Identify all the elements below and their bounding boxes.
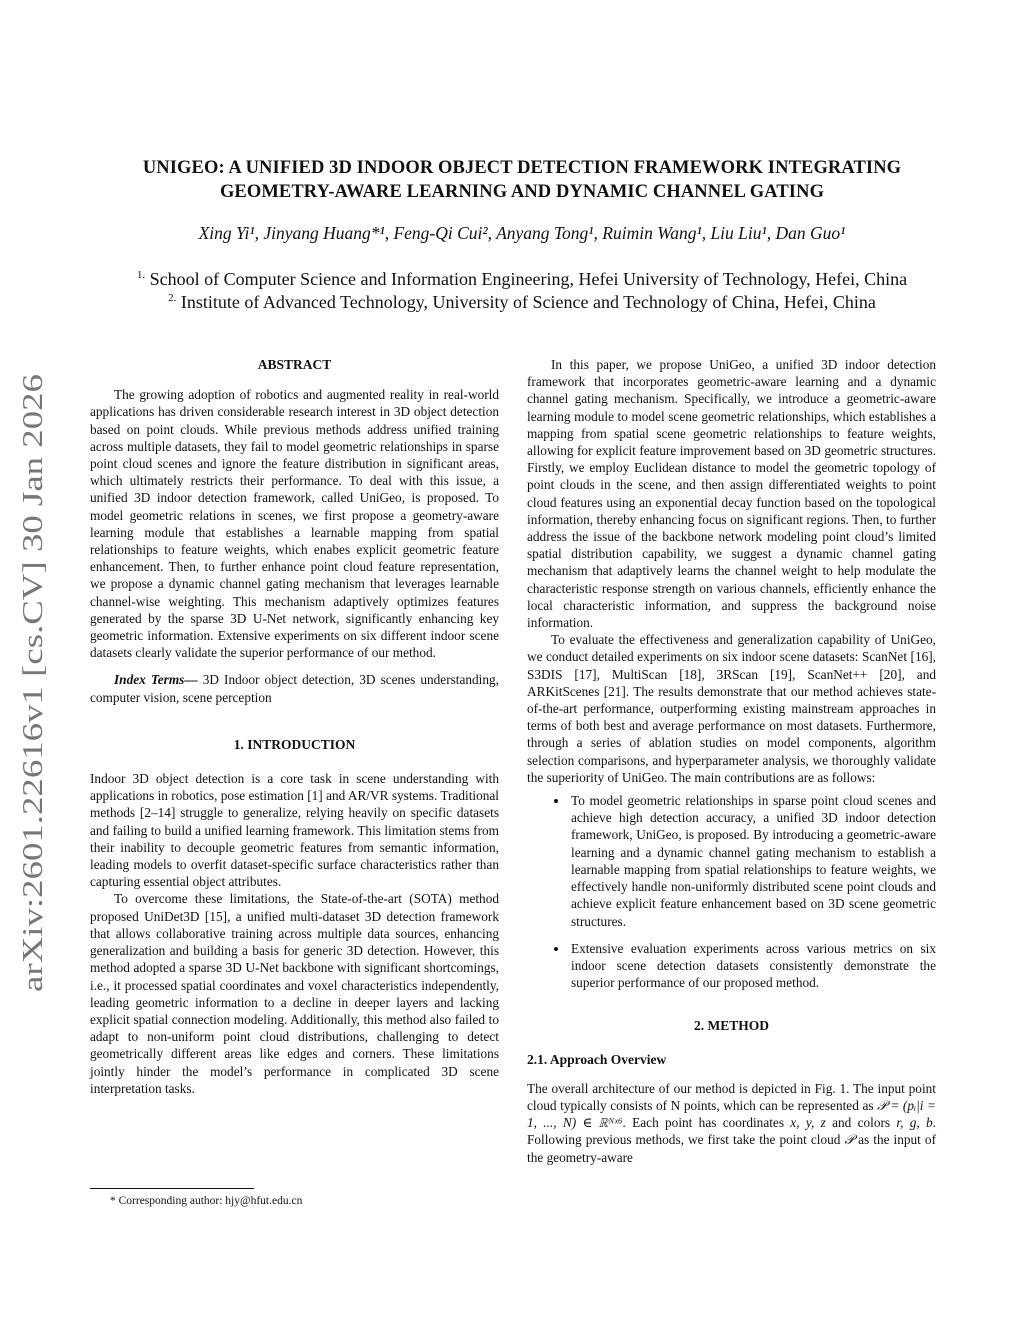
title-line-2: GEOMETRY-AWARE LEARNING AND DYNAMIC CHANNEL GATING [219,182,825,202]
contribution-item-1: • To model geometric relationships in sparse point cloud scenes and achieve high detection accuracy, a unified 3D indoor detection framework, UniGeo, is proposed. By introducing a geometric-aware learning and a dynamic channel gating mechanism to establish a learnable mapping from spatial relationships to feature weights, we effectively handle non-uniformly distributed scene point clouds and achieve explicit feature enhancement based on 3D scene geometric structures. [569,792,936,930]
intro-paragraph-2: To overcome these limitations, the State-of-the-art (SOTA) method proposed UniDet3D [15], a unified multi-dataset 3D detection framework that allows collaborative training across multiple data sources, enhancing generalization and building a basis for generic 3D detection. However, this method adopted a sparse 3D U-Net backbone with significant shortcomings, i.e., it processed spatial coordinates and voxel characteristics independently, leading geometric information to a decline in deeper layers and lacking explicit spatial connection modeling. Additionally, this method also failed to adapt to non-uniform point cloud distributions, challenging to detect geometrically different areas like edges and corners. These limitations jointly hinder the model’s performance in complicated 3D scene interpretation tasks. [90,891,499,1096]
contribution-item-2: • Extensive evaluation experiments across various metrics on six indoor scene detection datasets consistently demonstrate the superior performance of our proposed method. [569,940,936,992]
affiliation-1 [60,268,984,290]
method-heading: 2. METHOD [693,1018,769,1034]
method-p1-d: . Following previous methods, we first take the point cloud [527,1115,936,1148]
point-cloud-equation: 𝒫 = (pᵢ|i = 1, ..., N) ∈ ℝᴺˣ⁶ [527,1097,936,1131]
intro-paragraph-3: In this paper, we propose UniGeo, a unified 3D indoor detection framework that incorporates geometric-aware learning and a dynamic channel gating mechanism. Specifically, we introduce a geometric-aware learning module to model scene geometric relationships, which establishes a mapping from spatial scene geometric relationships to feature weights, allowing for explicit feature improvement based on 3D geometric structures. Firstly, we employ Euclidean distance to model the geometric topology of point clouds in the scene, and then assign differentiated weights to point cloud features using an exponential decay function based on the topological information, thereby enhancing focus on significant regions. Then, to further address the issue of the backbone network modeling point cloud’s limited spatial distribution capability, we suggest a dynamic channel gating mechanism that adaptively learns the channel weight to help modulate the characteristic response strength on various channels, efficiently enhance the local characteristic information, and suppress the background noise information. [527,357,936,631]
index-terms [90,671,499,705]
arxiv-identifier-text: arXiv:2601.22616v1 [cs.CV] 30 Jan 2026 [17,505,49,992]
footnote: * Corresponding author: hjy@hfut.edu.cn [110,1195,303,1207]
color-symbols: r, g, b [896,1115,933,1131]
intro-paragraph-4: To evaluate the effectiveness and generalization capability of UniGeo, we conduct detailed experiments on six indoor scene datasets: ScanNet [16], S3DIS [17], MultiScan [18], 3RScan [19], ScanNet++ [20], and ARKitScenes [21]. The results demonstrate that our method achieves state-of-the-art performance, outperforming existing mainstream approaches in terms of both best and average performance on most datasets. Furthermore, through a series of ablation studies on model components, algorithm selection comparisons, and hyperparameter analysis, we thoroughly validate the superiority of UniGeo. The main contributions are as follows: [527,632,936,785]
contribution-list [527,792,936,991]
index-terms-text: 3D Indoor object detection, 3D scenes understanding, computer vision, scene perception [90,672,500,705]
approach-overview-heading: 2.1. Approach Overview [527,1051,667,1067]
author-list: Xing Yi¹, Jinyang Huang*¹, Feng-Qi Cui², Anyang Tong¹, Ruimin Wang¹, Liu Liu¹, Dan Guo¹ [198,223,846,243]
affiliation-2-mark: 2. [168,292,177,304]
footnote-rule [90,1188,254,1189]
right-column [527,356,936,1166]
method-p1-a: The overall architecture of our method is depicted in Fig. 1. The input point cloud typically consists of N points, which can be represented as [527,1080,936,1113]
coordinate-symbols: x, y, z [790,1115,826,1131]
left-column [90,356,499,1097]
method-p1-b: . Each point has coordinates [622,1115,791,1131]
abstract-text: The growing adoption of robotics and augmented reality in real-world applications has driven considerable research interest in 3D object detection based on point clouds. While previous methods address unified training across multiple datasets, they fail to model geometric relationships in sparse point cloud scenes and ignore the feature distribution in significant areas, which ultimately restricts their performance. To deal with this issue, a unified 3D indoor detection framework, called UniGeo, is proposed. To model geometric relations in scenes, we first propose a geometry-aware learning module that establishes a learnable mapping from spatial relationships to feature weights, which enabes explicit geometric feature enhancement. Then, to further enhance point cloud feature representation, we propose a dynamic channel gating mechanism that leverages learnable channel-wise weighting. This mechanism adaptively optimizes features generated by the sparse 3D U-Net network, significantly enhancing key geometric information. Extensive experiments on six different indoor scene datasets clearly validate the superior performance of our method. [90,387,499,661]
introduction-heading: 1. INTRODUCTION [233,736,356,752]
index-terms-label: Index Terms— [114,672,198,688]
paper-title [60,156,984,204]
affiliation-2-text: Institute of Advanced Technology, University of Science and Technology of China, Hefei, China [180,292,876,312]
affiliation-2 [60,291,984,313]
abstract-heading: ABSTRACT [257,357,332,372]
affiliation-1-text: School of Computer Science and Information Engineering, Hefei University of Technology, Hefei, China [149,269,908,289]
title-line-1: UNIGEO: A UNIFIED 3D INDOOR OBJECT DETECTION FRAMEWORK INTEGRATING [142,158,902,178]
method-p1-e: as the input of the geometry-aware [527,1132,937,1165]
point-cloud-symbol: 𝒫 [844,1132,855,1148]
arxiv-identifier [4,372,54,992]
method-p1-c: and colors [825,1115,897,1131]
affiliation-1-mark: 1. [136,269,146,281]
intro-paragraph-1: Indoor 3D object detection is a core task in scene understanding with applications in robotics, pose estimation [1] and AR/VR systems. Traditional methods [2–14] struggle to generalize, relying heavily on specific datasets and failing to build a unified learning framework. This limitation stems from their inability to decouple geometric features from semantic information, leading models to overfit dataset-specific surface characteristics rather than capturing essential object attributes. [90,771,499,890]
method-paragraph-1 [527,1080,936,1166]
